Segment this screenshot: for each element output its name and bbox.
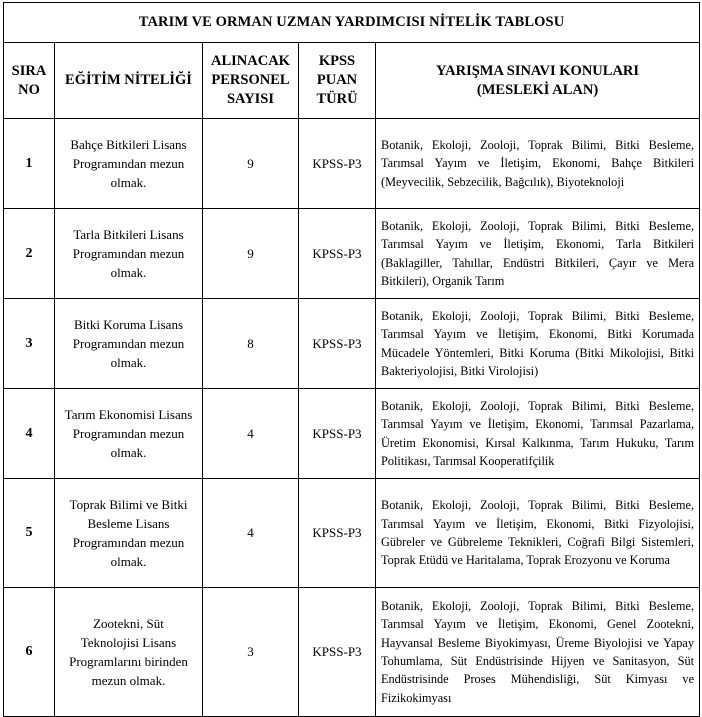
row-sayi: 4 [203,479,299,588]
document-page [3,2,699,717]
row-kpss: KPSS-P3 [299,588,376,717]
row-sayi: 8 [203,299,299,389]
row-egitim: Bitki Koruma Lisans Programından mezun olmak. [55,299,203,389]
row-egitim: Zootekni, Süt Teknolojisi Lisans Programlarını birinden mezun olmak. [55,588,203,717]
header-row [4,43,700,119]
row-sayi: 9 [203,209,299,299]
table-row [4,209,700,299]
row-egitim: Bahçe Bitkileri Lisans Programından mezun olmak. [55,119,203,209]
header-egitim: EĞİTİM NİTELİĞİ [55,43,203,119]
row-sayi: 4 [203,389,299,479]
header-personel: ALINACAK PERSONEL SAYISI [203,43,299,119]
row-konular: Botanik, Ekoloji, Zooloji, Toprak Bilimi, Bitki Besleme, Tarımsal Yayım ve İletişim, Ekonomi, Bitki Fizyolojisi, Gübreler ve Gübreleme Teknikleri, Coğrafi Bilgi Sistemleri, Toprak Etüdü ve Haritalama, Toprak Erozyonu ve Koruma [376,479,700,588]
table-row [4,119,700,209]
row-egitim: Tarım Ekonomisi Lisans Programından mezun olmak. [55,389,203,479]
row-number: 4 [4,389,55,479]
row-sayi: 9 [203,119,299,209]
row-kpss: KPSS-P3 [299,299,376,389]
row-number: 5 [4,479,55,588]
row-kpss: KPSS-P3 [299,389,376,479]
row-konular: Botanik, Ekoloji, Zooloji, Toprak Bilimi, Bitki Besleme, Tarımsal Yayım ve İletişim, Ekonomi, Bahçe Bitkileri (Meyvecilik, Sebzecilik, Bağcılık), Biyoteknoloji [376,119,700,209]
table-row [4,389,700,479]
row-egitim: Tarla Bitkileri Lisans Programından mezun olmak. [55,209,203,299]
table-row [4,588,700,717]
table-row [4,479,700,588]
row-konular: Botanik, Ekoloji, Zooloji, Toprak Bilimi, Bitki Besleme, Tarımsal Yayım ve İletişim, Ekonomi, Tarımsal Pazarlama, Üretim Ekonomisi, Kırsal Kalkınma, Tarım Hukuku, Tarım Politikası, Tarımsal Kooperatifçilik [376,389,700,479]
row-number: 2 [4,209,55,299]
qualification-table [3,2,700,717]
header-sira: SIRA NO [4,43,55,119]
row-konular: Botanik, Ekoloji, Zooloji, Toprak Bilimi, Bitki Besleme, Tarımsal Yayım ve İletişim, Ekonomi, Tarla Bitkileri (Baklagiller, Tahıllar, Endüstri Bitkileri, Çayır ve Mera Bitkileri), Organik Tarım [376,209,700,299]
row-sayi: 3 [203,588,299,717]
header-konular: YARIŞMA SINAVI KONULARI (MESLEKİ ALAN) [376,43,700,119]
row-kpss: KPSS-P3 [299,479,376,588]
row-kpss: KPSS-P3 [299,209,376,299]
row-konular: Botanik, Ekoloji, Zooloji, Toprak Bilimi, Bitki Besleme, Tarımsal Yayım ve İletişim, Ekonomi, Bitki Korumada Mücadele Yöntemleri, Bitki Koruma (Bitki Mikolojisi, Bitki Bakteriyolojisi, Bitki Virolojisi) [376,299,700,389]
table-row [4,299,700,389]
row-number: 1 [4,119,55,209]
row-konular: Botanik, Ekoloji, Zooloji, Toprak Bilimi, Bitki Besleme, Tarımsal Yayım ve İletişim, Ekonomi, Genel Zootekni, Hayvansal Besleme Biyokimyası, Üreme Biyolojisi ve Yapay Tohumlama, Süt Endüstrisinde Hijyen ve Sanitasyon, Süt Endüstrisinde Proses Mühendisliği, Süt Kimyası ve Fizikokimyası [376,588,700,717]
row-kpss: KPSS-P3 [299,119,376,209]
row-number: 6 [4,588,55,717]
row-number: 3 [4,299,55,389]
header-kpss: KPSS PUAN TÜRÜ [299,43,376,119]
row-egitim: Toprak Bilimi ve Bitki Besleme Lisans Programından mezun olmak. [55,479,203,588]
table-title: TARIM VE ORMAN UZMAN YARDIMCISI NİTELİK TABLOSU [4,3,700,43]
